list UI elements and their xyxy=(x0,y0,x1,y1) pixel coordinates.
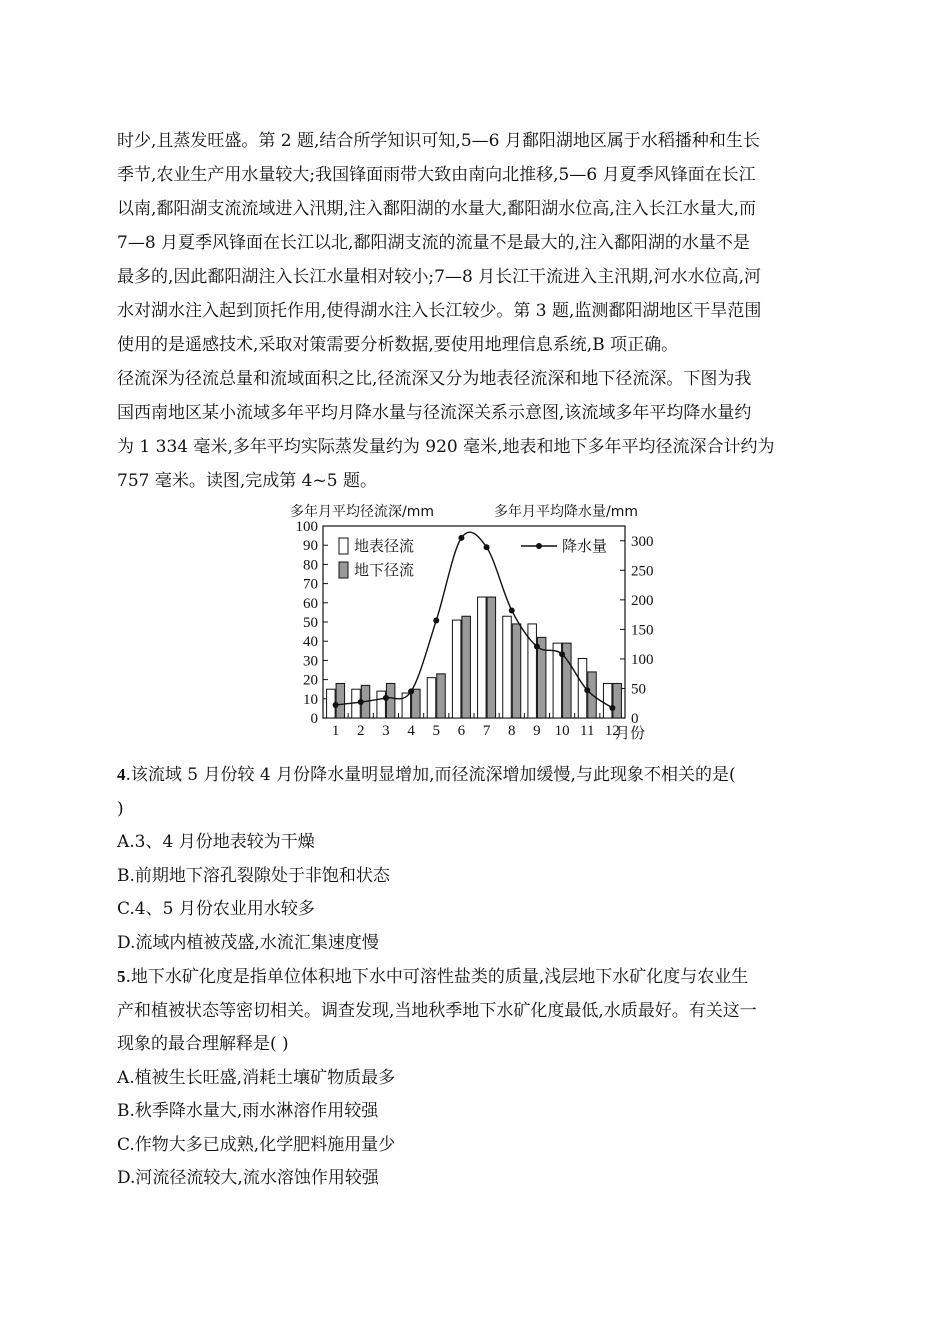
right-tick-label: 0 xyxy=(631,711,639,727)
precip-point xyxy=(433,618,439,624)
legend-surface-label: 地表径流 xyxy=(354,537,415,555)
question-4-stem-text: 该流域 5 月份较 4 月份降水量明显增加,而径流深增加缓慢,与此现象不相关的是( xyxy=(130,765,736,785)
legend-underground-swatch xyxy=(339,562,348,578)
x-tick-label: 10 xyxy=(554,723,570,739)
question-5-stem-text: 地下水矿化度是指单位体积地下水中可溶性盐类的质量,浅层地下水矿化度与农业生 xyxy=(130,967,749,987)
left-tick-label: 10 xyxy=(303,691,318,708)
text-line: 757 毫米。读图,完成第 4~5 题。 xyxy=(117,471,377,491)
left-tick-label: 60 xyxy=(303,595,318,612)
precip-point xyxy=(584,687,590,693)
x-tick-label: 11 xyxy=(580,723,595,739)
precip-point xyxy=(509,607,515,613)
right-tick-label: 250 xyxy=(631,563,654,580)
chart-svg xyxy=(117,498,837,758)
precip-point xyxy=(609,705,615,711)
text-line: 为 1 334 毫米,多年平均实际蒸发量约为 920 毫米,地表和地下多年平均径流深合计约为 xyxy=(117,437,775,457)
underground-runoff-bar xyxy=(613,683,622,718)
underground-runoff-bar xyxy=(437,674,446,718)
left-tick-label: 20 xyxy=(303,672,318,689)
left-tick-label: 80 xyxy=(303,557,318,574)
question-4-number: 4 xyxy=(117,765,126,784)
x-tick-label: 4 xyxy=(407,723,415,739)
underground-runoff-bar xyxy=(512,624,521,718)
legend-underground-label: 地下径流 xyxy=(354,561,415,579)
right-tick-label: 100 xyxy=(631,651,654,668)
surface-runoff-bar xyxy=(427,678,436,718)
question-5-stem-cont: 现象的最合理解释是( ) xyxy=(117,1034,289,1054)
left-tick-label: 70 xyxy=(303,576,318,593)
precip-point xyxy=(408,688,414,694)
legend-precip-label: 降水量 xyxy=(562,537,608,555)
x-tick-label: 2 xyxy=(357,723,365,739)
precip-point xyxy=(358,699,364,705)
right-axis-title: 多年月平均降水量/mm xyxy=(494,504,638,520)
right-tick-label: 300 xyxy=(631,533,654,550)
runoff-precipitation-chart xyxy=(117,498,837,758)
left-tick-label: 40 xyxy=(303,634,318,651)
precip-point xyxy=(534,644,540,650)
right-tick-label: 50 xyxy=(631,681,646,698)
left-tick-label: 90 xyxy=(303,538,318,555)
text-line: 以南,鄱阳湖支流流域进入汛期,注入鄱阳湖的水量大,鄱阳湖水位高,注入长江水量大,而 xyxy=(117,199,757,219)
option-4d: D.流域内植被茂盛,水流汇集速度慢 xyxy=(117,932,379,953)
left-tick-label: 30 xyxy=(303,653,318,670)
precip-point xyxy=(484,544,490,550)
option-5b: B.秋季降水量大,雨水淋溶作用较强 xyxy=(117,1101,379,1121)
right-tick-label: 150 xyxy=(631,622,654,639)
text-line: 国西南地区某小流域多年平均月降水量与径流深关系示意图,该流域多年平均降水量约 xyxy=(117,403,752,423)
text-line: 7—8 月夏季风锋面在长江以北,鄱阳湖支流的流量不是最大的,注入鄱阳湖的水量不是 xyxy=(117,233,750,253)
question-5 xyxy=(117,960,837,1196)
surface-runoff-bar xyxy=(603,683,612,718)
option-4a: A.3、4 月份地表较为干燥 xyxy=(117,832,315,852)
option-5d: D.河流径流较大,流水溶蚀作用较强 xyxy=(117,1168,379,1188)
question-4-stem-cont: ) xyxy=(117,798,124,819)
text-line: 水对湖水注入起到顶托作用,使得湖水注入长江较少。第 3 题,监测鄱阳湖地区干旱范围 xyxy=(117,301,762,321)
document-page xyxy=(117,124,837,1196)
question-4-dot: . xyxy=(125,765,131,785)
text-line: 最多的,因此鄱阳湖注入长江水量相对较小;7—8 月长江干流进入主汛期,河水水位高,河 xyxy=(117,267,761,287)
legend-precip-marker xyxy=(536,543,542,549)
x-tick-label: 9 xyxy=(533,723,541,739)
precip-point xyxy=(383,695,389,701)
right-tick-label: 200 xyxy=(631,592,654,609)
x-tick-label: 8 xyxy=(508,723,516,739)
option-4c: C.4、5 月份农业用水较多 xyxy=(117,899,315,919)
precip-point xyxy=(333,702,339,708)
underground-runoff-bar xyxy=(386,683,395,718)
option-5a: A.植被生长旺盛,消耗土壤矿物质最多 xyxy=(117,1067,396,1088)
question-4-stem xyxy=(117,758,837,793)
legend-surface-swatch xyxy=(339,538,348,554)
underground-runoff-bar xyxy=(462,616,471,718)
surface-runoff-bar xyxy=(452,620,461,718)
question-5-stem-cont: 产和植被状态等密切相关。调查发现,当地秋季地下水矿化度最低,水质最好。有关这一 xyxy=(117,1000,757,1021)
question-5-number: 5 xyxy=(117,967,126,986)
left-tick-label: 100 xyxy=(295,519,318,535)
x-tick-label: 3 xyxy=(382,723,390,739)
underground-runoff-bar xyxy=(487,597,496,718)
question-5-dot: . xyxy=(125,967,131,987)
option-4b: B.前期地下溶孔裂隙处于非饱和状态 xyxy=(117,865,390,886)
x-tick-label: 12 xyxy=(604,723,620,739)
x-tick-label: 1 xyxy=(331,723,340,739)
option-5c: C.作物大多已成熟,化学肥料施用量少 xyxy=(117,1134,396,1155)
surface-runoff-bar xyxy=(377,691,386,718)
precip-point xyxy=(458,535,464,541)
text-line: 使用的是遥感技术,采取对策需要分析数据,要使用地理信息系统,B 项正确。 xyxy=(117,335,679,355)
underground-runoff-bar xyxy=(336,683,345,718)
explanation-paragraph xyxy=(117,124,837,362)
left-axis-title: 多年月平均径流深/mm xyxy=(290,504,434,520)
intro-paragraph xyxy=(117,362,837,498)
surface-runoff-bar xyxy=(478,597,487,718)
left-tick-label: 0 xyxy=(310,711,318,727)
surface-runoff-bar xyxy=(503,616,512,718)
x-unit-label: 月份 xyxy=(615,726,646,742)
x-tick-label: 6 xyxy=(457,723,466,739)
question-5-stem xyxy=(117,960,837,995)
text-line: 径流深为径流总量和流域面积之比,径流深又分为地表径流深和地下径流深。下图为我 xyxy=(117,369,752,389)
x-tick-label: 5 xyxy=(432,723,440,739)
left-tick-label: 50 xyxy=(303,615,318,631)
question-4 xyxy=(117,758,837,960)
text-line: 季节,农业生产用水量较大;我国锋面雨带大致由南向北推移,5—6 月夏季风锋面在长江 xyxy=(117,165,756,185)
x-tick-label: 7 xyxy=(482,723,491,739)
precip-point xyxy=(559,651,565,657)
text-line: 时少,且蒸发旺盛。第 2 题,结合所学知识可知,5—6 月鄱阳湖地区属于水稻播种和生长 xyxy=(117,131,760,151)
